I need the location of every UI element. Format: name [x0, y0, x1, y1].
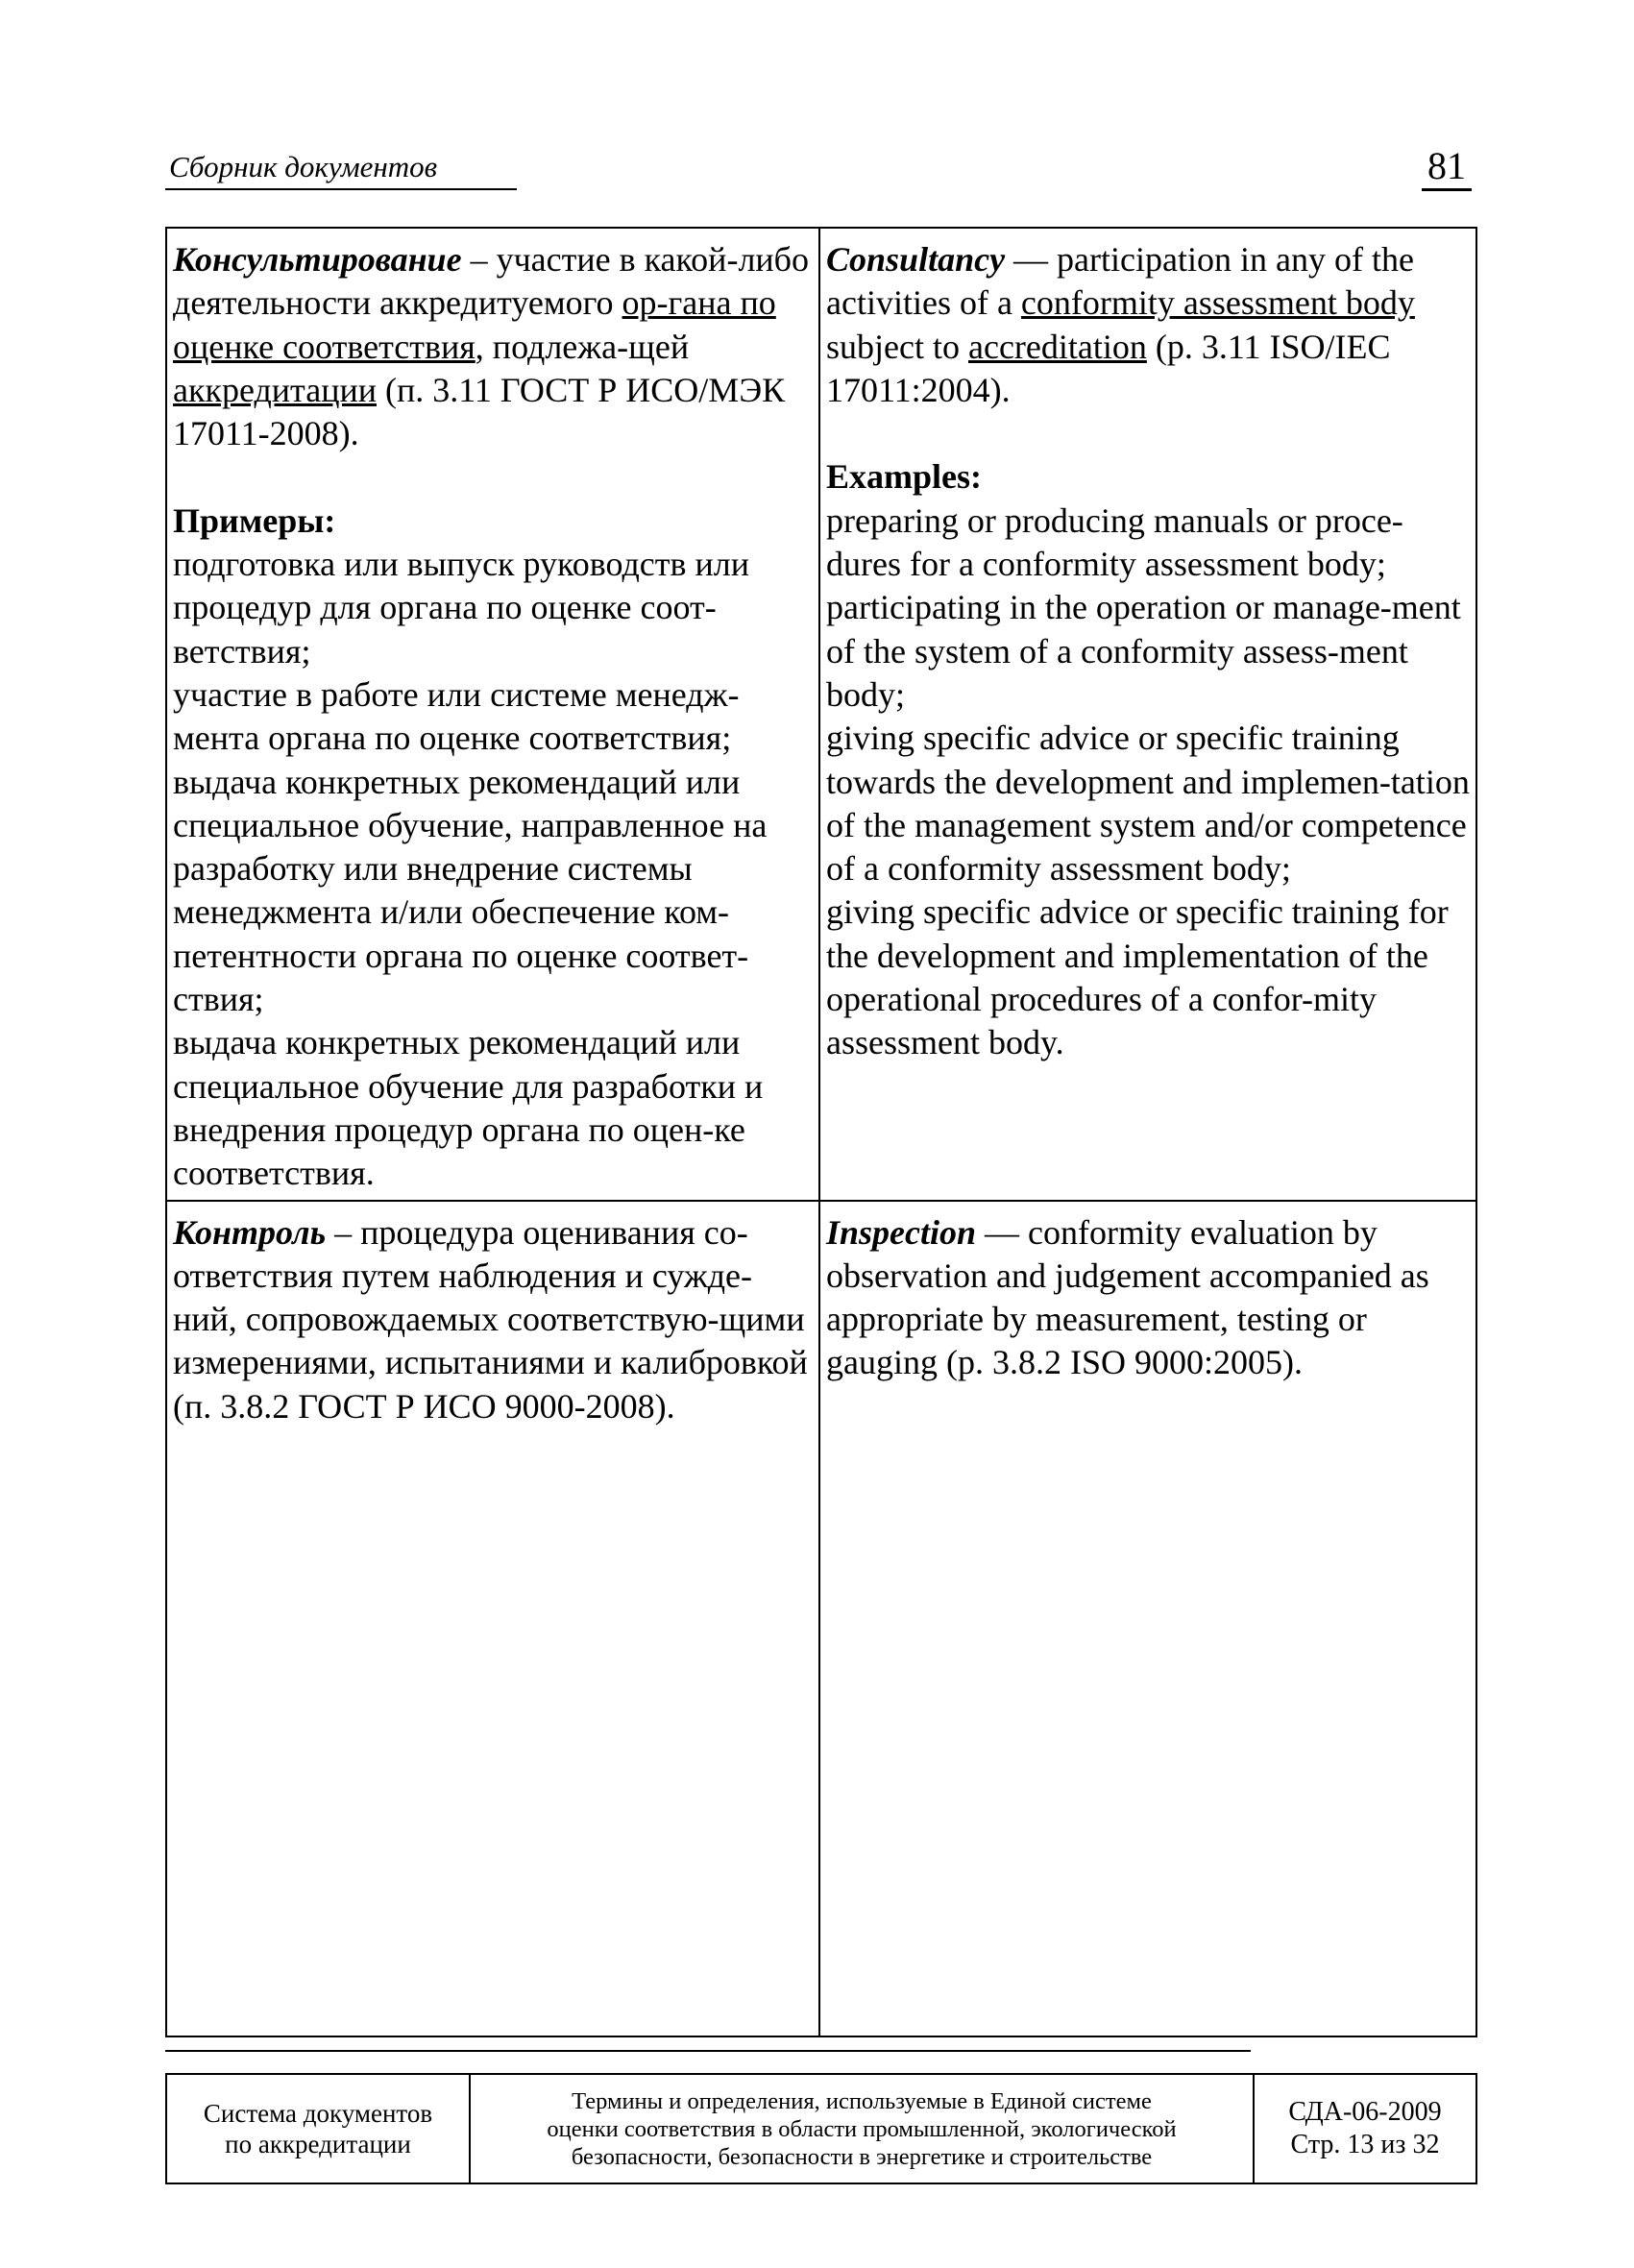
link-term[interactable]: accreditation: [967, 327, 1147, 366]
footer-table: [165, 2073, 1477, 2184]
page-number: 81: [1422, 144, 1472, 191]
example-item: выдача конкретных рекомендаций или специальное обучение для разработки и внедрения процедур органа по оцен-ке соответствия.: [173, 1023, 764, 1193]
examples-title-ru: Примеры:: [173, 500, 336, 540]
term-cell-ru: [166, 1201, 819, 2036]
footer-divider: [165, 2050, 1251, 2052]
link-term[interactable]: conformity assessment body: [1020, 283, 1415, 323]
term-ru: Консультирование: [173, 240, 462, 279]
example-item: giving specific advice or specific training towards the development and implemen-tation of the management system and/or competence of a conformity assessment body;: [826, 719, 1470, 889]
term-ru: Контроль: [173, 1212, 327, 1252]
header-underline: [165, 188, 517, 190]
term-en: Consultancy: [826, 240, 1006, 279]
footer-system: Система документов по аккредитации: [166, 2074, 470, 2183]
example-item: подготовка или выпуск руководств или процедур для органа по оценке соот-ветствия;: [173, 545, 749, 671]
term-cell-ru: [166, 228, 819, 1201]
example-item: выдача конкретных рекомендаций или специальное обучение, направленное на разработку или внедрение системы менеджмента и/или обеспечение ком-петентности органа по оценке соответ-ствия;: [173, 762, 768, 1019]
example-item: участие в работе или системе менедж-мента органа по оценке соответствия;: [173, 674, 740, 758]
link-term[interactable]: ор-гана по оценке соответствия: [173, 283, 776, 366]
terms-table: [165, 227, 1477, 2037]
definition-ru: Контроль – процедура оценивания со-ответствия путем наблюдения и сужде-ний, сопровождаемых соответствую-щими измерениями, испытаниями и калибровкой (п. 3.8.2 ГОСТ Р ИСО 9000-2008).: [173, 1212, 808, 1426]
example-item: preparing or producing manuals or proce-dures for a conformity assessment body;: [826, 500, 1403, 584]
definition-en: Inspection — conformity evaluation by observation and judgement accompanied as appropriate by measurement, testing or gauging (p. 3.8.2 ISO 9000:2005).: [826, 1212, 1429, 1382]
table-row: [166, 1201, 1476, 2036]
collection-title: Сборник документов: [169, 150, 438, 183]
definition-en: Consultancy — participation in any of the activities of a conformity assessment body subject to accreditation (p. 3.11 ISO/IEC 17011:2004).: [826, 240, 1415, 409]
footer-document-title: Термины и определения, используемые в Единой системе оценки соответствия в области промышленной, экологической безопасности, безопасности в энергетике и строительстве: [470, 2074, 1254, 2183]
term-cell-en: [819, 1201, 1476, 2036]
table-row: [166, 228, 1476, 1201]
link-term[interactable]: аккредитации: [173, 370, 377, 409]
example-item: giving specific advice or specific training for the development and implementation of the operational procedures of a confor-mity assessment body.: [826, 892, 1449, 1062]
term-cell-en: [819, 228, 1476, 1201]
definition-ru: Консультирование – участие в какой-либо деятельности аккредитуемого ор-гана по оценке соответствия, подлежа-щей аккредитации (п. 3.11 ГОСТ Р ИСО/МЭК 17011-2008).: [173, 240, 809, 453]
term-en: Inspection: [826, 1212, 977, 1252]
footer-doc-code: СДА-06-2009 Стр. 13 из 32: [1254, 2074, 1476, 2183]
example-item: participating in the operation or manage-ment of the system of a conformity assess-ment body;: [826, 588, 1461, 714]
page-header: [165, 144, 1475, 194]
examples-title-en: Examples:: [826, 457, 982, 497]
